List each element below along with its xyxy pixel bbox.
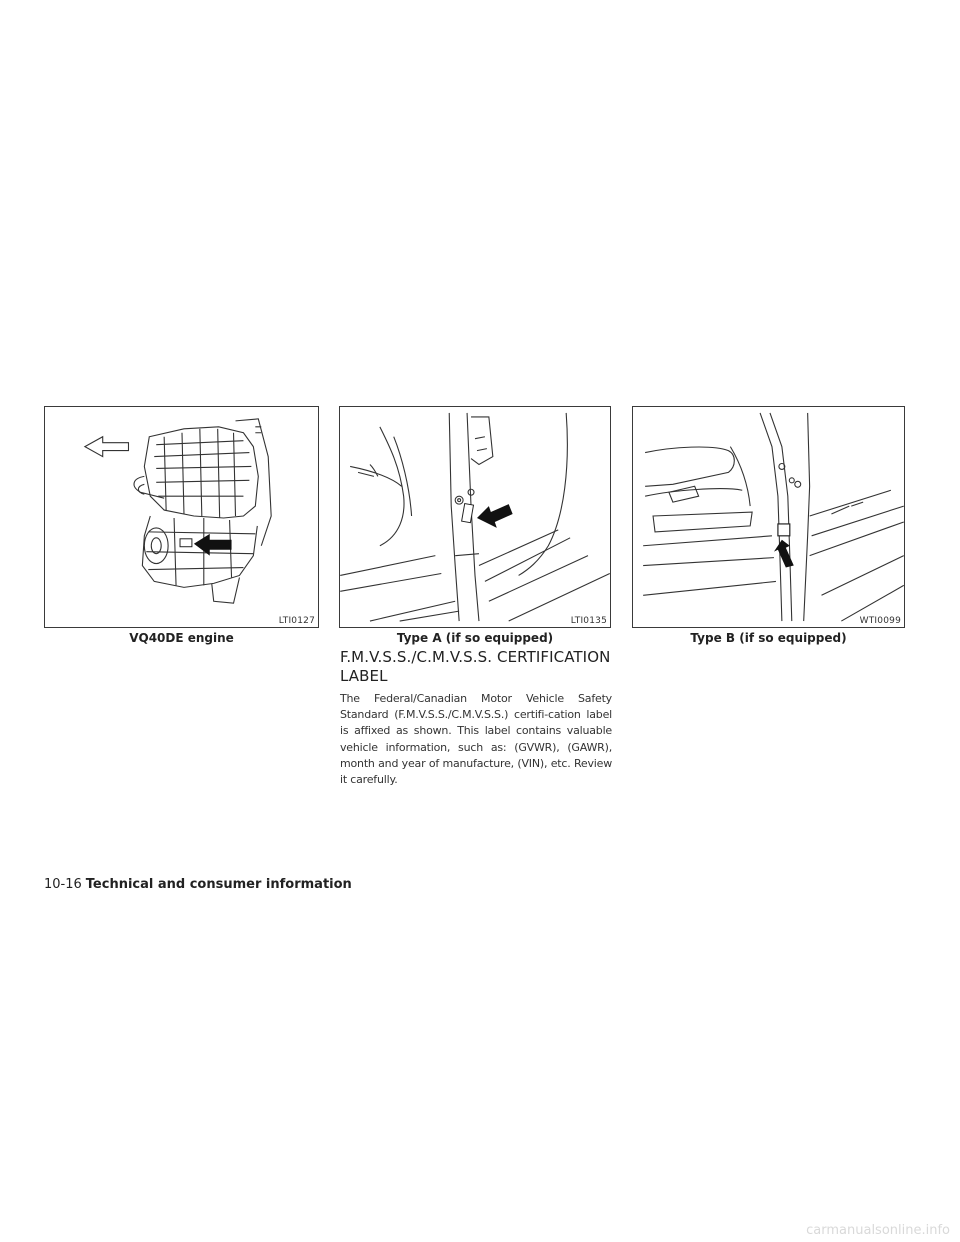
door-pillar-type-b-figure (632, 406, 905, 628)
label-pointer-arrow (774, 540, 794, 568)
door-pillar-type-a-figure (339, 406, 611, 628)
front-direction-arrow (85, 437, 129, 457)
engine-figure (44, 406, 319, 628)
chapter-title: Technical and consumer information (85, 877, 352, 892)
label-pointer-arrow (477, 504, 513, 528)
page-footer (44, 877, 352, 892)
figure-code: LTI0135 (570, 616, 607, 626)
door-pillar-type-a-illustration (340, 407, 610, 627)
figure-caption: Type B (if so equipped) (690, 631, 847, 645)
figure-caption: Type A (if so equipped) (396, 631, 554, 645)
watermark: carmanualsonline.info (806, 1223, 950, 1238)
section-title-line-1: F.M.V.S.S./C.M.V.S.S. CERTIFICATION (340, 648, 611, 666)
section-title (340, 648, 620, 686)
engine-illustration (45, 407, 318, 627)
figure-code: LTI0127 (278, 616, 315, 626)
section-title-line-2: LABEL (340, 667, 388, 685)
figure-caption: VQ40DE engine (129, 631, 234, 645)
figure-code: WTI0099 (859, 616, 901, 626)
page-number: 10-16 (44, 877, 82, 892)
section-body: The Federal/Canadian Motor Vehicle Safety Standard (F.M.V.S.S./C.M.V.S.S.) certifi-cation label is affixed as shown. This label contains valuable vehicle information, such as: (GVWR), (GAWR), month and year of manufacture, (VIN), etc. Review it carefully. (340, 692, 612, 787)
door-pillar-type-b-illustration (633, 407, 904, 627)
